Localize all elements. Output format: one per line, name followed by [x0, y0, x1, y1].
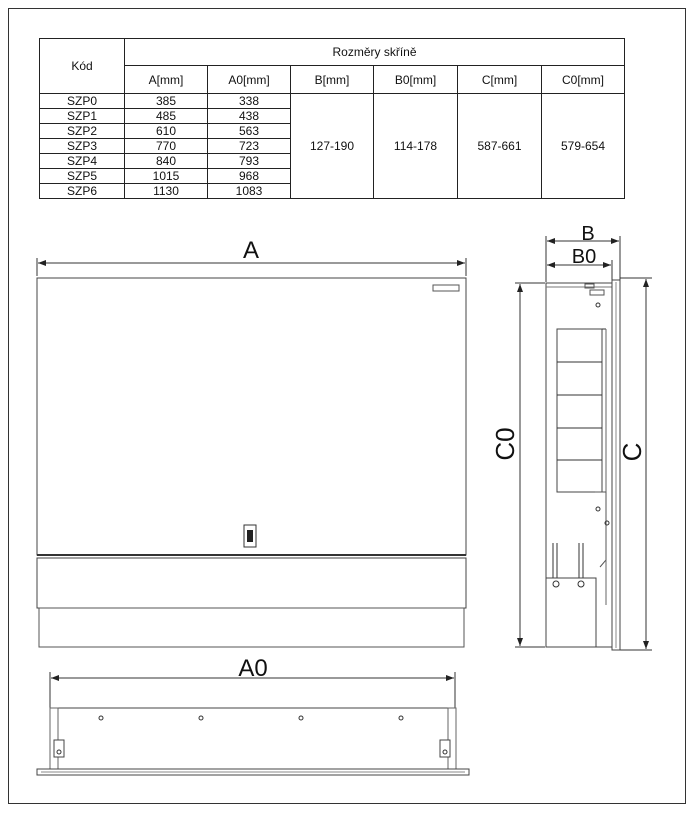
row-a: 770 [125, 139, 208, 154]
cabinet-body-top [50, 708, 456, 769]
dimension-label-c0: C0 [490, 427, 520, 461]
shared-c: 587-661 [458, 94, 542, 199]
shared-c0: 579-654 [542, 94, 625, 199]
shared-b: 127-190 [291, 94, 374, 199]
row-a: 840 [125, 154, 208, 169]
dimension-label-b: B [581, 223, 595, 245]
cabinet-door [37, 278, 466, 555]
bottom-bracket [546, 578, 596, 647]
row-code: SZP1 [40, 109, 125, 124]
column-header-a: A[mm] [125, 66, 208, 94]
dimension-label-a0: A0 [238, 655, 268, 682]
row-code: SZP3 [40, 139, 125, 154]
cabinet-frame-lower [39, 608, 464, 647]
row-code: SZP0 [40, 94, 125, 109]
group-header: Rozměry skříně [125, 39, 625, 66]
row-code: SZP4 [40, 154, 125, 169]
column-header-c0: C0[mm] [542, 66, 625, 94]
row-a0: 723 [208, 139, 291, 154]
column-header-b0: B0[mm] [374, 66, 458, 94]
row-a: 610 [125, 124, 208, 139]
row-a: 485 [125, 109, 208, 124]
row-a: 1130 [125, 184, 208, 199]
row-code: SZP2 [40, 124, 125, 139]
row-a0: 563 [208, 124, 291, 139]
cabinet-frame-upper [37, 558, 466, 608]
row-a0: 438 [208, 109, 291, 124]
top-view [37, 672, 469, 775]
row-a: 1015 [125, 169, 208, 184]
dimension-label-b0: B0 [571, 246, 597, 268]
din-module-stack [557, 329, 602, 492]
row-code: SZP5 [40, 169, 125, 184]
code-header: Kód [40, 39, 125, 94]
row-code: SZP6 [40, 184, 125, 199]
row-a0: 968 [208, 169, 291, 184]
column-header-b: B[mm] [291, 66, 374, 94]
row-a0: 793 [208, 154, 291, 169]
column-header-c: C[mm] [458, 66, 542, 94]
dimension-label-a: A [242, 237, 260, 264]
row-a: 385 [125, 94, 208, 109]
column-header-a0: A0[mm] [208, 66, 291, 94]
row-a0: 1083 [208, 184, 291, 199]
row-a0: 338 [208, 94, 291, 109]
dimension-label-c: C [617, 442, 647, 462]
front-view [37, 258, 466, 647]
lock-keyhole [247, 530, 253, 542]
shared-b0: 114-178 [374, 94, 458, 199]
